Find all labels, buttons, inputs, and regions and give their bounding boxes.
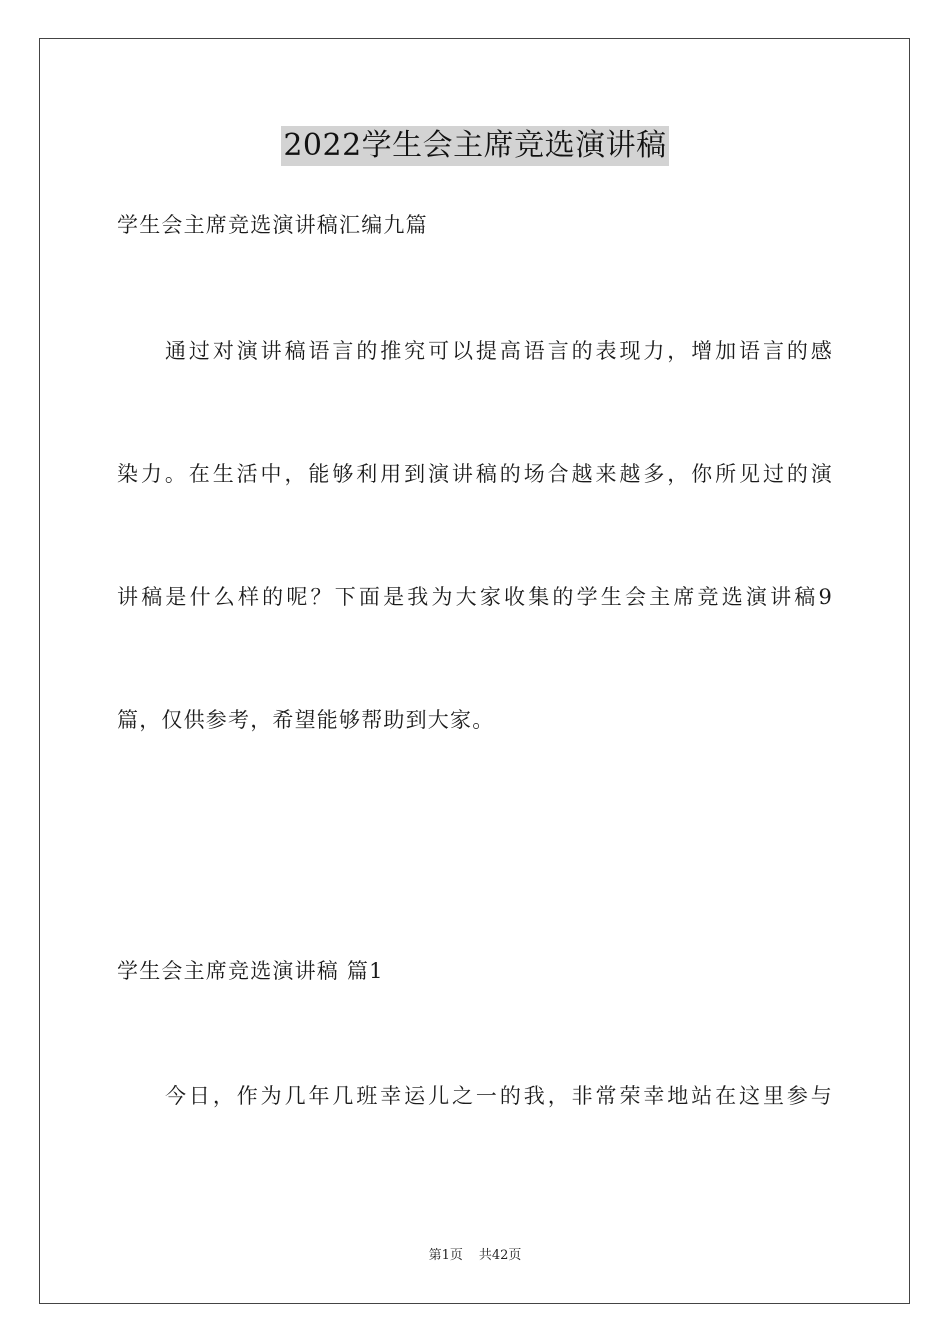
intro-paragraph-line: 篇，仅供参考，希望能够帮助到大家。 — [117, 708, 495, 732]
document-title: 2022学生会主席竞选演讲稿 — [281, 126, 668, 166]
section-heading: 学生会主席竞选演讲稿 篇1 — [117, 959, 384, 983]
page-number: 第1页 — [428, 1248, 463, 1263]
page-total: 共42页 — [478, 1248, 522, 1263]
page-footer — [0, 1247, 950, 1265]
section-paragraph-line: 今日，作为几年几班幸运儿之一的我，非常荣幸地站在这里参与 — [165, 1084, 833, 1108]
intro-paragraph-line: 讲稿是什么样的呢？下面是我为大家收集的学生会主席竞选演讲稿9 — [117, 585, 833, 609]
intro-paragraph-line: 通过对演讲稿语言的推究可以提高语言的表现力，增加语言的感 — [165, 339, 833, 363]
title-container — [0, 126, 950, 166]
document-subtitle: 学生会主席竞选演讲稿汇编九篇 — [117, 213, 428, 237]
intro-paragraph-line: 染力。在生活中，能够利用到演讲稿的场合越来越多，你所见过的演 — [117, 462, 833, 486]
